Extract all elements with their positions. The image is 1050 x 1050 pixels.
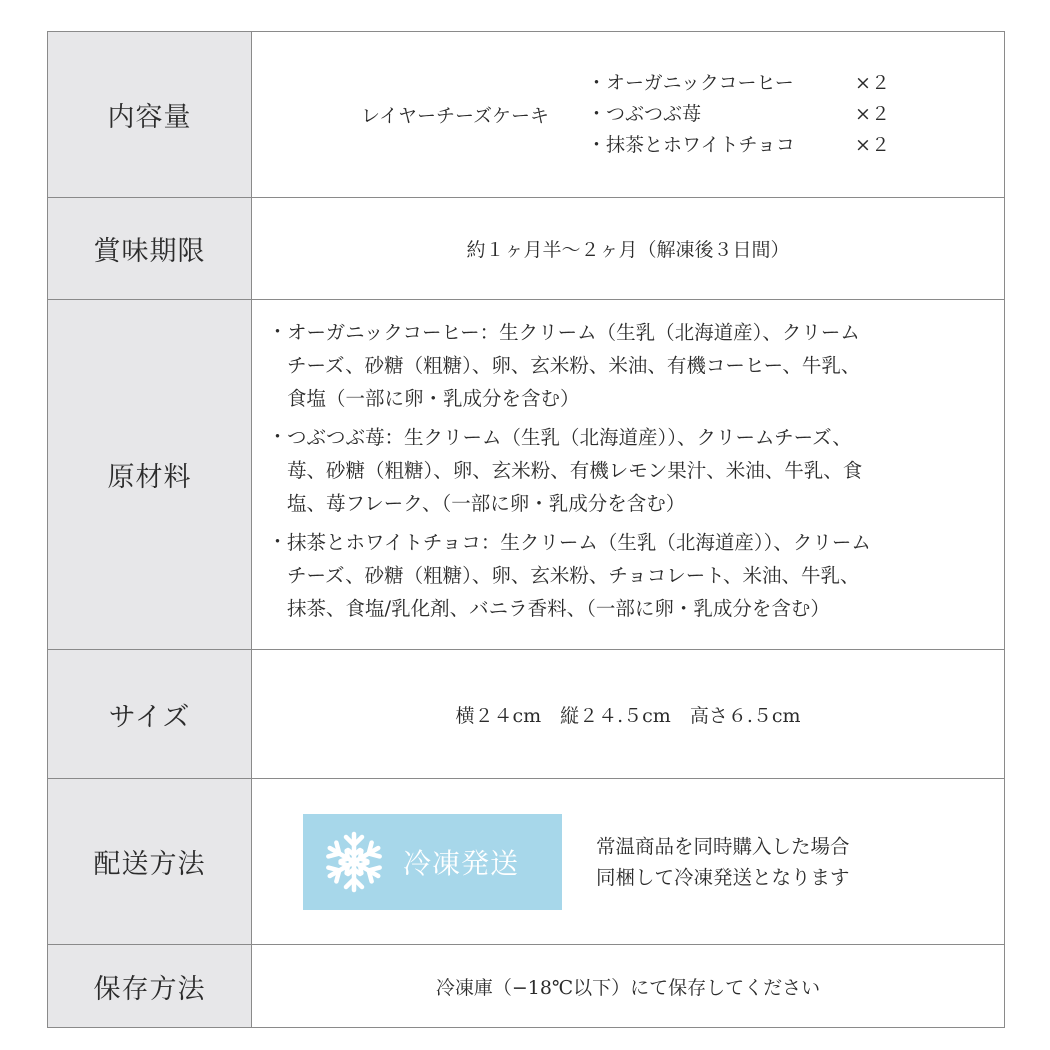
row-storage: [48, 945, 1005, 1028]
bullet: ・: [268, 531, 288, 553]
item-name: ・つぶつぶ苺: [587, 103, 702, 125]
item-name: ・抹茶とホワイトチョコ: [587, 134, 795, 156]
row-contents: [48, 32, 1005, 198]
list-item: [587, 99, 895, 130]
ingredient-line: チーズ、砂糖（粗糖）、卵、玄米粉、チョコレート、米油、牛乳、: [287, 564, 860, 587]
product-spec-table: [47, 31, 1005, 1028]
shipping-note-line: 常温商品を同時購入した場合: [596, 834, 850, 858]
shipping-note-line: 同梱して冷凍発送となります: [596, 865, 850, 889]
label-contents: 内容量: [48, 32, 252, 198]
item-qty: ×２: [855, 134, 890, 156]
ingredient-line: 食塩（一部に卵・乳成分を含む）: [287, 387, 580, 410]
value-ingredients: [252, 300, 1005, 650]
label-size: サイズ: [48, 650, 252, 779]
ingredient-line: 抹茶とホワイトチョコ：生クリーム（生乳（北海道産））、クリーム: [287, 531, 871, 554]
ingredient-text: [287, 316, 860, 415]
ingredient-text: [287, 421, 862, 520]
ingredient-line: オーガニックコーヒー：生クリーム（生乳（北海道産）、クリーム: [287, 321, 860, 344]
bullet: ・: [268, 321, 288, 343]
list-item: [268, 526, 998, 625]
item-qty: ×２: [855, 103, 890, 125]
row-size: [48, 650, 1005, 779]
label-expiry: 賞味期限: [48, 198, 252, 300]
ingredient-line: つぶつぶ苺：生クリーム（生乳（北海道産））、クリームチーズ、: [287, 426, 852, 449]
frozen-shipping-badge: [303, 814, 562, 910]
ingredient-line: 苺、砂糖（粗糖）、卵、玄米粉、有機レモン果汁、米油、牛乳、食: [287, 459, 863, 482]
label-shipping: 配送方法: [48, 779, 252, 945]
frozen-badge-label: 冷凍発送: [403, 846, 520, 880]
shipping-note: [596, 831, 850, 893]
row-shipping: [48, 779, 1005, 945]
value-storage: 冷凍庫（−18℃以下）にて保存してください: [252, 945, 1005, 1028]
label-storage: 保存方法: [48, 945, 252, 1028]
ingredient-line: チーズ、砂糖（粗糖）、卵、玄米粉、米油、有機コーヒー、牛乳、: [287, 354, 861, 377]
list-item: [587, 130, 895, 161]
contents-list: [587, 68, 895, 161]
list-item: [587, 68, 895, 99]
value-contents: [252, 32, 1005, 198]
snowflake-icon: [321, 829, 387, 895]
row-expiry: [48, 198, 1005, 300]
list-item: [268, 316, 998, 415]
ingredient-text: [287, 526, 871, 625]
value-shipping: [252, 779, 1005, 945]
shipping-block: [252, 814, 1004, 910]
value-expiry: 約１ヶ月半～２ヶ月（解凍後３日間）: [252, 198, 1005, 300]
item-qty: ×２: [855, 72, 890, 94]
row-ingredients: [48, 300, 1005, 650]
value-size: 横２４cm 縦２４.５cm 高さ６.５cm: [252, 650, 1005, 779]
item-name: ・オーガニックコーヒー: [587, 72, 794, 94]
list-item: [268, 421, 998, 520]
bullet: ・: [268, 426, 288, 448]
contents-block: [252, 68, 1004, 161]
ingredient-line: 抹茶、食塩/乳化剤、バニラ香料、（一部に卵・乳成分を含む）: [287, 597, 830, 620]
ingredient-line: 塩、苺フレーク、（一部に卵・乳成分を含む）: [287, 492, 686, 515]
ingredients-list: [252, 300, 1004, 649]
label-ingredients: 原材料: [48, 300, 252, 650]
product-name: レイヤーチーズケーキ: [360, 105, 550, 127]
